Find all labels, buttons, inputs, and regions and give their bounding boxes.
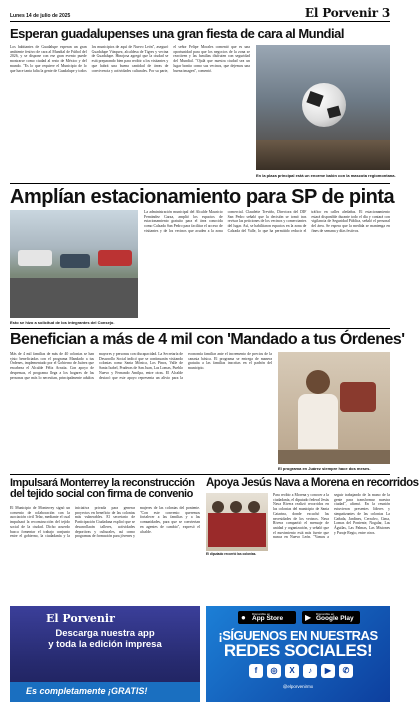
issue-date: Lunes 14 de julio de 2025 — [10, 13, 71, 19]
story3-headline: Benefician a más de 4 mil con 'Mandado a tus Órdenes' — [10, 331, 405, 348]
ad-brand-logo: El Porvenir — [46, 612, 115, 625]
story1-body: Los habitantes de Guadalupe esperan un gran ambiente festivo de cara al Mundial de Fútbol del 2026, y se dispone con ese gran evento puede mostrarse como ciudad al resto de México y del mundo. "Es lo que requiere el Municipio de lo que hace tanta falta la gente de Guadalupe y todos los municipios de aquí de Nuevo León", aseguró Guadalupe Vázquez, alcaldesa de Tigres y vecina de Guadalupe. Hinojosa agregó que la ciudad se está preparando bien para recibir a los visitantes y que habrá una buena cantidad de áreas de convivencia y actividades culturales. Por su parte, el señor Felipe Morales comentó que es una oportunidad para que los negocios de la zona se reactiven y las familias disfruten con seguridad del Mundial. "Ojalá que nuestra ciudad sea un lugar bonito como sus vecinos, que dejemos una buena imagen", comentó. — [10, 45, 250, 73]
facebook-icon[interactable]: f — [249, 664, 263, 678]
ad-headline-line2: y toda la edición impresa — [48, 639, 162, 650]
apple-icon: ● — [241, 613, 246, 622]
x-icon[interactable]: X — [285, 664, 299, 678]
ad-headline-line1: Descarga nuestra app — [55, 628, 155, 639]
instagram-icon[interactable]: ◎ — [267, 664, 281, 678]
story2-photo — [10, 210, 138, 318]
story4-body: El Municipio de Monterrey signó un convenio de colaboración con la asociación civil Telar, mediante el cual impulsará la reconstrucción del tejido social de la ciudad. Dicho acuerdo busca fomentar el trabajo conjunto entre el gobierno, la ciudadanía y la iniciativa privada para generar proyectos en beneficio de las colonias más vulnerables. El secretario de Participación Ciudadana explicó que se desarrollarán talleres, actividades deportivas y culturales, así como programas de formación para jóvenes y mujeres de las colonias del poniente. "Con este convenio queremos fortalecer a las familias y a las comunidades, para que se conviertan en agentes de cambio", expresó el alcalde. — [10, 506, 200, 539]
social-slogan-line2: REDES SOCIALES! — [223, 641, 373, 660]
social-media-ad[interactable] — [206, 606, 390, 702]
ad-free-banner: Es completamente ¡GRATIS! — [10, 682, 200, 702]
story1-photo — [256, 45, 390, 170]
story2-headline: Amplían estacionamiento para SP de pinta — [10, 186, 395, 208]
newspaper-brand: El Porvenir 3 — [304, 6, 390, 20]
story5-body: Para recibir a Morena y conocer a la ciudadanía, el diputado federal Jesús Nava Rivera realizó recorridos en las colonias del municipio de Santa Catarina, donde escuchó las necesidades de los vecinos. Nava Rivera compartió el mensaje de unidad y organización, y señaló que el movimiento está más fuerte que nunca en Nuevo León. "Vamos a seguir trabajando de la mano de la gente para transformar nuestra ciudad", afirmó. En la reunión estuvieron presentes líderes y simpatizantes de las colonias La Cañada, Jardines, Cerralvo, Cima, Lomas del Poniente, Nogalar, Las Águilas, Las Palmas, Las Misiones y Paraje Regio, entre otros. — [273, 493, 390, 540]
divider — [10, 474, 390, 475]
story3-caption: El programa en Juárez siempre hace dos meses. — [278, 466, 371, 471]
story5-photo-main — [206, 493, 268, 551]
social-slogan-line1: ¡SÍGUENOS EN NUESTRAS — [218, 628, 378, 643]
story1-caption: En la plaza principal está un enorme balón con la mascota regiomontana. — [256, 173, 396, 178]
google-play-badge[interactable]: ▶ Disponible en Google Play — [302, 611, 360, 624]
story2-body: La administración municipal del Alcalde Mauricio Fernández Garza, amplió los espacios de estacionamiento gratuito para el área conocida como Calzada San Pedro para facilitar el acceso de visitantes y de los vecinos que acuden a la zona comercial. Claudette Treviño, Directora del DIF San Pedro señaló que la decisión se tomó tras revisar las peticiones de los vecinos y comerciantes del lugar. Así, se habilitaron espacios en la zona de Calzada del Valle, lo que ha permitido reducir el tráfico en calles aledañas. El estacionamiento estará disponible durante todo el día y contará con vigilancia de Seguridad Pública, señaló el personal del área. Se espera que la medida se mantenga en fines de semana y días festivos. — [144, 210, 390, 233]
divider — [10, 183, 390, 184]
youtube-icon[interactable]: ▶ — [321, 664, 335, 678]
story3-body: Más de 4 mil familias de más de 40 colonias se han visto beneficiadas con el programa Mandado a tus Órdenes, implementado por el Gobierno de Juárez que encabeza el Alcalde Félix Arratia. Con apoyo de despensas, el programa llega a los hogares de las personas que más lo necesitan, principalmente adultos mayores y personas con discapacidad. La Secretaría de Desarrollo Social indicó que se continuarán visitando colonias como Santa Mónica, Los Pinos, Valle de Santa Isabel, Praderas de San Juan, Las Lomas, Pueblo Nuevo y Fernando Amilpa, entre otras. El Alcalde destacó que este apoyo representa un alivio para la economía familiar ante el incremento de precios de la canasta básica. El programa se entrega de manera gratuita a las familias inscritas en el padrón del municipio. — [10, 352, 272, 380]
masthead — [10, 6, 390, 22]
story5-caption: El diputado recorrió las colonias. — [206, 552, 257, 556]
story5-headline: Apoya Jesús Nava a Morena en recorridos — [206, 477, 419, 489]
story2-caption: Esto se hizo a solicitud de los integrantes del Consejo. — [10, 320, 115, 325]
app-store-badge[interactable]: ● Disponible en App Store — [238, 611, 296, 624]
story1-headline: Esperan guadalupenses una gran fiesta de cara al Mundial — [10, 26, 344, 41]
app-download-ad[interactable] — [10, 606, 200, 702]
google-play-icon: ▶ — [305, 613, 312, 622]
story3-photo — [278, 352, 390, 464]
divider — [10, 328, 390, 329]
whatsapp-icon[interactable]: ✆ — [339, 664, 353, 678]
story4-headline: Impulsará Monterrey la reconstrucción del tejido social con firma de convenio — [10, 477, 195, 500]
social-handle: @elporvenirmx — [282, 684, 314, 689]
tiktok-icon[interactable]: ♪ — [303, 664, 317, 678]
